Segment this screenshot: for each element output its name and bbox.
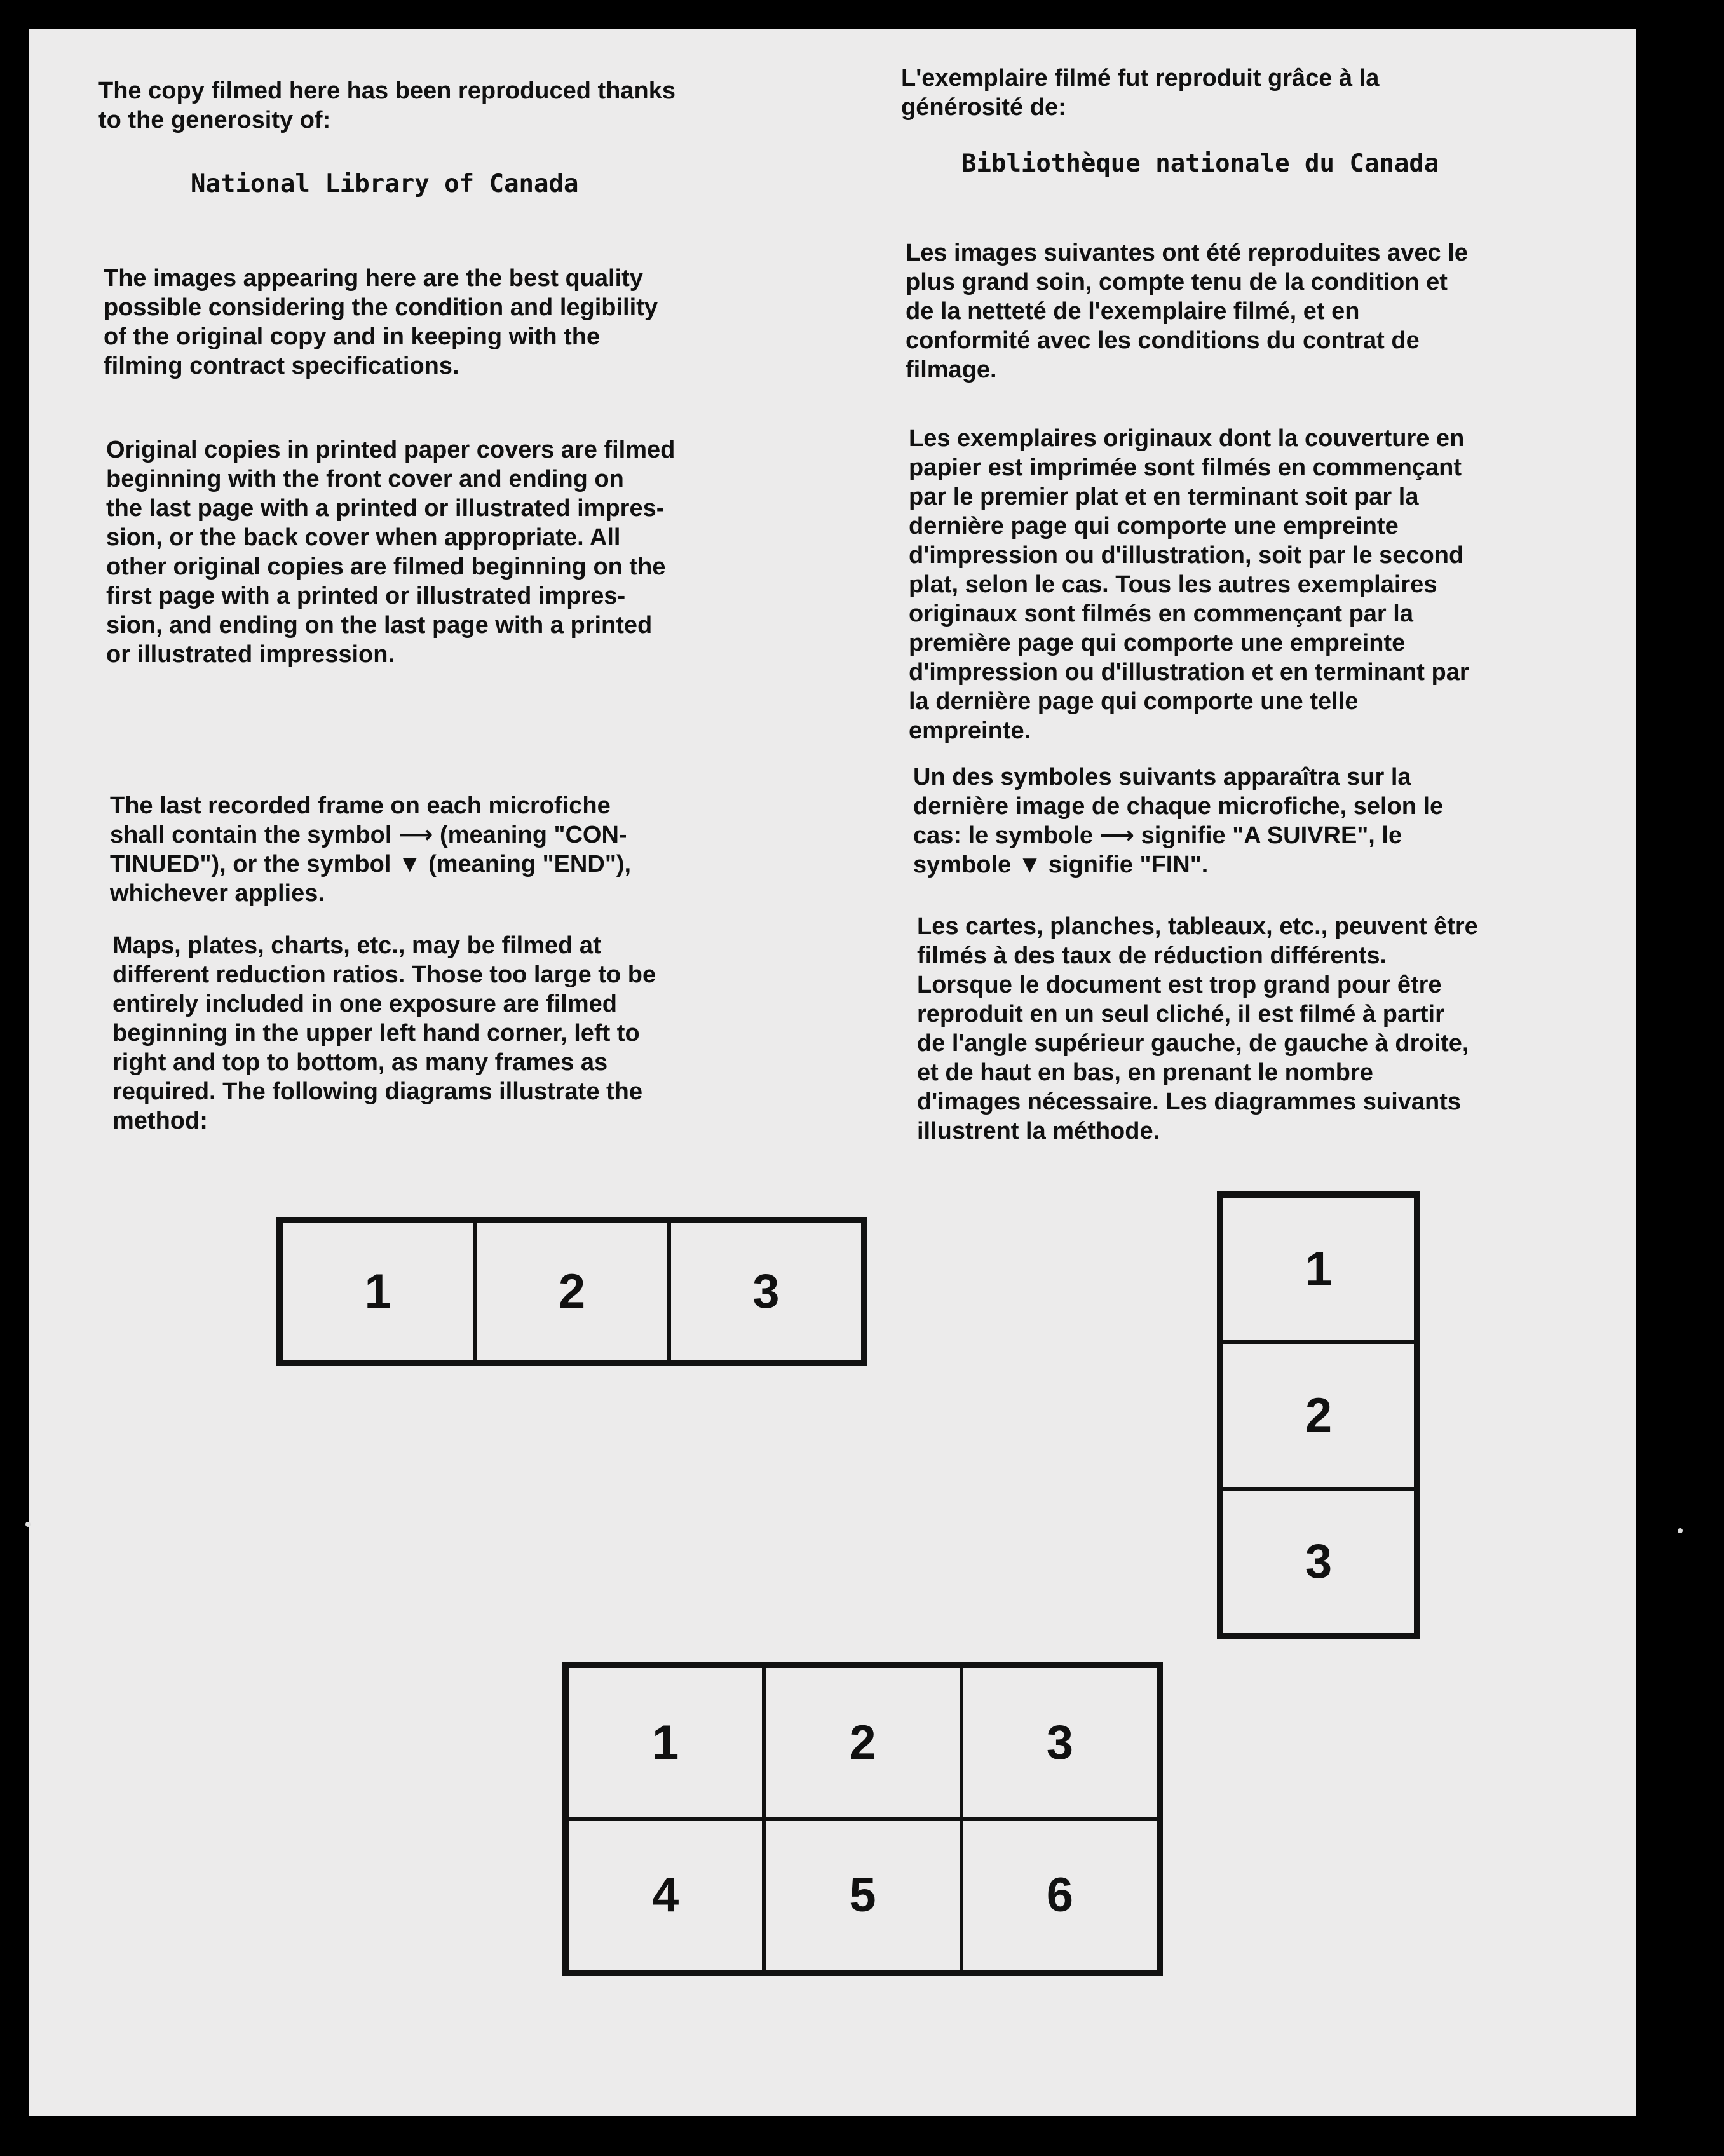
frame-cell: 3 [669,1221,863,1362]
frame-cell: 3 [1221,1489,1416,1635]
frame-cell: 1 [567,1666,764,1819]
horizontal-frame-diagram [276,1217,867,1366]
frame-cell: 4 [567,1819,764,1972]
right-maps-text: Les cartes, planches, tableaux, etc., peuvent être filmés à des taux de réduction différents. Lorsque le document est trop grand pour être reproduit en un seul cliché, il est filmé à partir de l'angle supérieur gauche, de gauche à droite, et de haut en bas, en prenant le nombre d'images nécessaire. Les diagrammes suivants illustrent la méthode. [917,913,1478,1144]
left-quality-text: The images appearing here are the best quality possible considering the condition and legibility of the original copy and in keeping with the filming contract specifications. [104,265,658,379]
frame-cell: 3 [961,1666,1158,1819]
left-symbols-text: The last recorded frame on each microfiche shall contain the symbol ⟶ (meaning "CON- TINUED"), or the symbol ▼ (meaning "END"), whichever applies. [110,792,632,907]
frame-cell: 2 [475,1221,669,1362]
frame-cell: 1 [1221,1196,1416,1342]
left-institution-name: National Library of Canada [191,170,579,198]
frame-cell: 2 [764,1666,961,1819]
right-symbols-text: Un des symboles suivants apparaîtra sur la dernière image de chaque microfiche, selon le cas: le symbole ⟶ signifie "A SUIVRE", le symbole ▼ signifie "FIN". [913,764,1444,878]
right-quality-text: Les images suivantes ont été reproduites avec le plus grand soin, compte tenu de la condition et de la netteté de l'exemplaire filmé, et en conformité avec les conditions du contrat de filmage. [906,240,1468,383]
frame-cell: 6 [961,1819,1158,1972]
scan-speck [1678,1528,1683,1533]
left-thanks-text: The copy filmed here has been reproduced thanks to the generosity of: [98,78,676,133]
six-frame-diagram [562,1662,1163,1976]
left-covers-text: Original copies in printed paper covers are filmed beginning with the front cover and ending on the last page with a printed or illustrated impres- sion, or the back cover when appropriate. All other original copies are filmed beginning on the first page with a printed or illustrated impres- sion, and ending on the last page with a printed or illustrated impression. [106,437,675,668]
frame-cell: 5 [764,1819,961,1972]
right-institution-name: Bibliothèque nationale du Canada [961,149,1439,178]
right-covers-text: Les exemplaires originaux dont la couverture en papier est imprimée sont filmés en commençant par le premier plat et en terminant soit par la dernière page qui comporte une empreinte d'impression ou d'illustration, soit par le second plat, selon le cas. Tous les autres exemplaires originaux sont filmés en commençant par la première page qui comporte une empreinte d'impression ou d'illustration et en terminant par la dernière page qui comporte une telle empreinte. [909,425,1469,744]
scan-speck [25,1522,31,1527]
microfiche-notice-page [29,29,1636,2116]
frame-cell: 2 [1221,1342,1416,1488]
frame-cell: 1 [281,1221,475,1362]
vertical-frame-diagram [1217,1191,1420,1639]
right-thanks-text: L'exemplaire filmé fut reproduit grâce à la générosité de: [901,65,1380,121]
left-maps-text: Maps, plates, charts, etc., may be filmed at different reduction ratios. Those too large to be entirely included in one exposure are filmed beginning in the upper left hand corner, left to right and top to bottom, as many frames as required. The following diagrams illustrate the method: [112,932,656,1134]
